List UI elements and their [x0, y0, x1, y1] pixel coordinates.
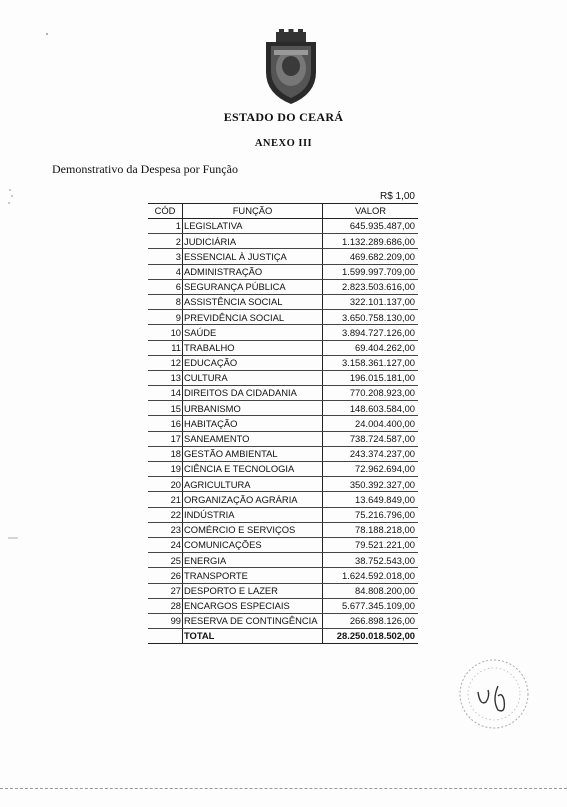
cell-valor: 3.650.758.130,00 — [323, 310, 419, 325]
annex-title: ANEXO III — [254, 138, 313, 149]
cell-cod: 13 — [148, 370, 183, 385]
cell-funcao: CIÊNCIA E TECNOLOGIA — [183, 462, 323, 477]
cell-cod: 15 — [148, 401, 183, 416]
cell-cod: 1 — [148, 219, 183, 234]
cell-valor: 69.404.262,00 — [323, 340, 419, 355]
cell-funcao: RESERVA DE CONTINGÊNCIA — [183, 613, 323, 628]
cell-funcao: CULTURA — [183, 370, 323, 385]
cell-funcao: COMÉRCIO E SERVIÇOS — [183, 522, 323, 537]
cell-funcao: ENERGIA — [183, 553, 323, 568]
cell-cod: 12 — [148, 355, 183, 370]
cell-cod: 20 — [148, 477, 183, 492]
cell-valor: 24.004.400,00 — [323, 416, 419, 431]
cell-cod: 24 — [148, 537, 183, 552]
cell-cod: 25 — [148, 553, 183, 568]
cell-cod: 3 — [148, 249, 183, 264]
cell-funcao: ASSISTÊNCIA SOCIAL — [183, 294, 323, 309]
cell-valor: 75.216.796,00 — [323, 507, 419, 522]
cell-funcao: GESTÃO AMBIENTAL — [183, 446, 323, 461]
cell-funcao: ENCARGOS ESPECIAIS — [183, 598, 323, 613]
cell-cod: 4 — [148, 264, 183, 279]
cell-funcao: PREVIDÊNCIA SOCIAL — [183, 310, 323, 325]
cell-cod: 18 — [148, 446, 183, 461]
cell-valor: 3.158.361.127,00 — [323, 355, 419, 370]
cell-valor: 770.208.923,00 — [323, 386, 419, 401]
cell-cod: 2 — [148, 234, 183, 249]
cell-funcao: DESPORTO E LAZER — [183, 583, 323, 598]
cell-funcao: ORGANIZAÇÃO AGRÁRIA — [183, 492, 323, 507]
cell-valor: 13.649.849,00 — [323, 492, 419, 507]
cell-cod: 26 — [148, 568, 183, 583]
cell-valor: 78.188.218,00 — [323, 522, 419, 537]
cell-cod: 28 — [148, 598, 183, 613]
cell-cod: 11 — [148, 340, 183, 355]
cell-cod: 99 — [148, 613, 183, 628]
cell-cod: 21 — [148, 492, 183, 507]
cell-funcao: ADMINISTRAÇÃO — [183, 264, 323, 279]
cell-valor: 266.898.126,00 — [323, 613, 419, 628]
cell-funcao: INDÚSTRIA — [183, 507, 323, 522]
cell-valor: 72.962.694,00 — [323, 462, 419, 477]
column-header-cod: CÓD — [148, 204, 183, 219]
cell-funcao: DIREITOS DA CIDADANIA — [183, 386, 323, 401]
cell-valor: 322.101.137,00 — [323, 294, 419, 309]
cell-funcao: HABITAÇÃO — [183, 416, 323, 431]
column-header-funcao: FUNÇÃO — [183, 204, 323, 219]
cell-funcao: SEGURANÇA PÚBLICA — [183, 279, 323, 294]
cell-funcao: TRANSPORTE — [183, 568, 323, 583]
cell-cod: 9 — [148, 310, 183, 325]
cell-valor: 84.808.200,00 — [323, 583, 419, 598]
cell-valor: 1.132.289.686,00 — [323, 234, 419, 249]
cell-valor: 1.599.997.709,00 — [323, 264, 419, 279]
cell-funcao: TRABALHO — [183, 340, 323, 355]
cell-valor: 469.682.209,00 — [323, 249, 419, 264]
cell-valor: 196.015.181,00 — [323, 370, 419, 385]
cell-cod: 16 — [148, 416, 183, 431]
cell-cod: 10 — [148, 325, 183, 340]
cell-funcao: SAÚDE — [183, 325, 323, 340]
cell-valor: 738.724.587,00 — [323, 431, 419, 446]
cell-cod: 23 — [148, 522, 183, 537]
cell-cod: 22 — [148, 507, 183, 522]
cell-funcao: LEGISLATIVA — [183, 219, 323, 234]
cell-valor: 2.823.503.616,00 — [323, 279, 419, 294]
cell-funcao: SANEAMENTO — [183, 431, 323, 446]
cell-valor: 148.603.584,00 — [323, 401, 419, 416]
cell-cod: 6 — [148, 279, 183, 294]
cell-valor: 38.752.543,00 — [323, 553, 419, 568]
cell-valor: 3.894.727.126,00 — [323, 325, 419, 340]
total-label: TOTAL — [183, 629, 323, 644]
currency-unit: R$ 1,00 — [379, 191, 415, 202]
state-title: ESTADO DO CEARÁ — [223, 110, 344, 124]
cell-funcao: URBANISMO — [183, 401, 323, 416]
document-subtitle: Demonstrativo da Despesa por Função — [52, 162, 238, 176]
cell-valor: 645.935.487,00 — [323, 219, 419, 234]
cell-cod: 14 — [148, 386, 183, 401]
cell-cod: 27 — [148, 583, 183, 598]
cell-cod: 19 — [148, 462, 183, 477]
cell-cod: 8 — [148, 294, 183, 309]
cell-funcao: ESSENCIAL À JUSTIÇA — [183, 249, 323, 264]
total-value: 28.250.018.502,00 — [323, 629, 419, 644]
cell-valor: 79.521.221,00 — [323, 537, 419, 552]
cell-valor: 350.392.327,00 — [323, 477, 419, 492]
cell-funcao: COMUNICAÇÕES — [183, 537, 323, 552]
cell-funcao: EDUCAÇÃO — [183, 355, 323, 370]
column-header-valor: VALOR — [323, 204, 419, 219]
cell-funcao: AGRICULTURA — [183, 477, 323, 492]
cell-valor: 1.624.592.018,00 — [323, 568, 419, 583]
cell-valor: 243.374.237,00 — [323, 446, 419, 461]
cell-cod: 17 — [148, 431, 183, 446]
cell-funcao: JUDICIÁRIA — [183, 234, 323, 249]
page-bottom-edge — [0, 788, 567, 789]
cell-valor: 5.677.345.109,00 — [323, 598, 419, 613]
